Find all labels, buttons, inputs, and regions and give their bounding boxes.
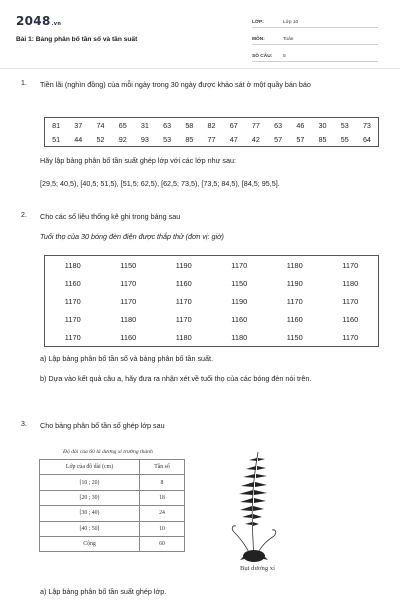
table-cell: 1150 — [231, 278, 248, 288]
table-cell: 73 — [362, 120, 371, 130]
table-cell: 60 — [140, 536, 185, 551]
q1-classes: [29,5; 40,5), [40,5; 51,5), [51,5; 62,5), [62,5; 73,5), [73,5; 84,5), [84,5; 95,5]. — [40, 179, 280, 188]
fern-illustration — [224, 446, 284, 564]
table-row — [45, 256, 378, 274]
table-cell: 47 — [229, 134, 238, 144]
table-cell: 1170 — [286, 296, 303, 306]
table-cell: 10 — [140, 521, 185, 536]
table-cell: 1160 — [286, 314, 303, 324]
table-row — [40, 521, 185, 536]
table-cell: Cộng — [40, 536, 140, 551]
question-number: 3. — [21, 421, 27, 428]
table-cell: 63 — [274, 120, 283, 130]
table-cell: 24 — [140, 506, 185, 521]
meta-key: SỐ CÂU: — [252, 54, 273, 59]
fern-caption: Bụi dương xỉ — [240, 565, 275, 572]
question-text: Cho bảng phân bố tần số ghép lớp sau — [40, 421, 165, 430]
table-row — [40, 475, 185, 490]
q1-data-table — [44, 117, 379, 147]
table-row — [45, 328, 378, 346]
table-cell: 1180 — [342, 278, 359, 288]
table-row — [40, 506, 185, 521]
question-number: 2. — [21, 212, 27, 219]
table-cell: 1190 — [175, 260, 192, 270]
table-header-row — [40, 460, 185, 475]
table-cell: 77 — [207, 134, 216, 144]
table-cell: 1170 — [342, 332, 359, 342]
table-cell: 1180 — [175, 332, 192, 342]
column-header: Lớp của độ dài (cm) — [40, 460, 140, 475]
meta-key: MÔN: — [252, 37, 265, 42]
table-row — [45, 132, 378, 146]
table-cell: [30 ; 40) — [40, 506, 140, 521]
table-cell: 1170 — [342, 260, 359, 270]
table-cell: 63 — [163, 120, 172, 130]
table-cell: 92 — [118, 134, 127, 144]
table-cell: 1160 — [120, 332, 137, 342]
table-cell: 57 — [296, 134, 305, 144]
table-cell: 1150 — [286, 332, 303, 342]
table-cell: 1170 — [342, 296, 359, 306]
site-logo[interactable] — [16, 14, 61, 28]
column-header: Tần số — [140, 460, 185, 475]
table-cell: 1170 — [64, 296, 81, 306]
table-cell: 1150 — [120, 260, 137, 270]
table-row — [40, 490, 185, 505]
table-cell: 1190 — [231, 296, 248, 306]
table-cell: 1170 — [64, 332, 81, 342]
table-cell: 93 — [140, 134, 149, 144]
table-cell: 53 — [163, 134, 172, 144]
table-cell: 18 — [140, 490, 185, 505]
table-cell: 8 — [140, 475, 185, 490]
table-cell: 67 — [229, 120, 238, 130]
table-cell: [40 ; 50] — [40, 521, 140, 536]
q3-part-a: a) Lập bảng phân bố tần suất ghép lớp. — [40, 587, 167, 596]
q2-part-b: b) Dựa vào kết quả câu a, hãy đưa ra nhận xét về tuổi thọ của các bóng đèn nói trên. — [40, 374, 312, 383]
table-cell: 1170 — [120, 296, 137, 306]
question-number: 1. — [21, 80, 27, 87]
table-cell: 1170 — [231, 260, 248, 270]
table-cell: [20 ; 30) — [40, 490, 140, 505]
table-cell: 1180 — [64, 260, 81, 270]
table-cell: 85 — [318, 134, 327, 144]
table-cell: 1170 — [175, 296, 192, 306]
table-cell: 55 — [340, 134, 349, 144]
q2-table-caption: Tuổi thọ của 30 bóng đèn điện được thắp thử (đơn vị: giờ) — [40, 232, 224, 241]
table-cell: 52 — [96, 134, 105, 144]
table-cell: 53 — [340, 120, 349, 130]
meta-value: 5 — [283, 54, 286, 59]
meta-row-subject — [252, 31, 378, 45]
logo-suffix: .vn — [51, 21, 62, 27]
table-row — [45, 292, 378, 310]
table-cell: 51 — [52, 134, 61, 144]
table-cell: 1180 — [120, 314, 137, 324]
table-cell: 1190 — [286, 278, 303, 288]
table-cell: 46 — [296, 120, 305, 130]
table-cell: 65 — [118, 120, 127, 130]
table-cell: [10 ; 20) — [40, 475, 140, 490]
q2-part-a: a) Lập bảng phân bố tần số và bảng phân bố tần suất. — [40, 354, 214, 363]
table-cell: 58 — [185, 120, 194, 130]
table-cell: 64 — [362, 134, 371, 144]
table-cell: 1180 — [231, 332, 248, 342]
logo-text: 2048 — [16, 14, 51, 28]
header-divider — [0, 68, 400, 69]
meta-value: Toán — [283, 37, 294, 42]
table-cell: 85 — [185, 134, 194, 144]
table-cell: 1170 — [175, 314, 192, 324]
table-cell: 1160 — [64, 278, 81, 288]
table-cell: 82 — [207, 120, 216, 130]
table-cell: 1160 — [231, 314, 248, 324]
table-cell: 44 — [74, 134, 83, 144]
q1-instruction: Hãy lập bảng phân bố tần suất ghép lớp với các lớp như sau: — [40, 156, 236, 165]
table-cell: 74 — [96, 120, 105, 130]
table-cell: 31 — [140, 120, 149, 130]
meta-key: LỚP: — [252, 20, 264, 25]
meta-panel — [252, 14, 378, 65]
table-cell: 1170 — [64, 314, 81, 324]
table-row — [45, 310, 378, 328]
table-cell: 30 — [318, 120, 327, 130]
question-text: Cho các số liệu thống kê ghi trong bảng sau — [40, 212, 181, 221]
table-total-row — [40, 536, 185, 551]
meta-row-count — [252, 48, 378, 62]
table-cell: 1180 — [286, 260, 303, 270]
table-cell: 81 — [52, 120, 61, 130]
meta-row-class — [252, 14, 378, 28]
table-row — [45, 274, 378, 292]
document-title: Bài 1: Bảng phân bố tần số và tần suất — [16, 36, 138, 43]
table-cell: 1160 — [175, 278, 192, 288]
table-cell: 1170 — [120, 278, 137, 288]
table-cell: 1160 — [342, 314, 359, 324]
q2-data-table — [44, 255, 379, 347]
meta-value: Lớp 10 — [283, 20, 299, 25]
q3-frequency-table — [39, 459, 185, 552]
table-cell: 77 — [251, 120, 260, 130]
question-text: Tiền lãi (nghìn đồng) của mỗi ngày trong 30 ngày được khảo sát ở một quầy bán báo — [40, 80, 311, 89]
table-cell: 37 — [74, 120, 83, 130]
table-row — [45, 118, 378, 132]
q3-table-title: Độ dài của 60 lá dương xỉ trưởng thành — [63, 449, 153, 455]
table-cell: 42 — [251, 134, 260, 144]
table-cell: 57 — [274, 134, 283, 144]
